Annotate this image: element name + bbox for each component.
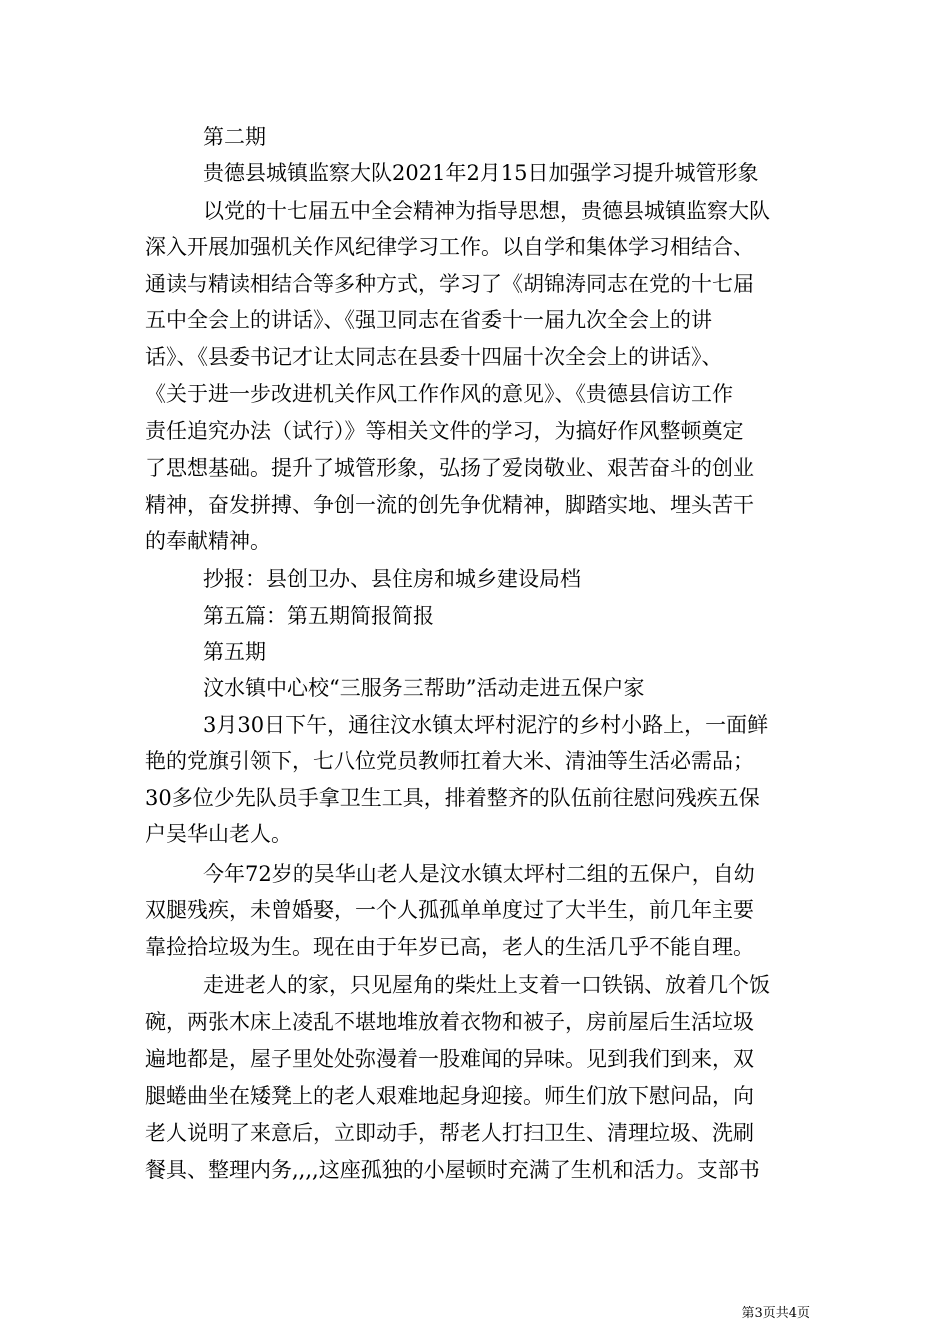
paragraph-line: 遍地都是，屋子里处处弥漫着一股难闻的异味。见到我们到来，双 [145, 1047, 754, 1071]
paragraph-line: 碗，两张木床上凌乱不堪地堆放着衣物和被子，房前屋后生活垃圾 [145, 1010, 754, 1034]
article-title: 汶水镇中心校“三服务三帮助”活动走进五保户家 [203, 676, 645, 700]
paragraph-line: 靠捡拾垃圾为生。现在由于年岁已高，老人的生活几乎不能自理。 [145, 935, 754, 959]
issue-heading: 第五期 [203, 640, 266, 664]
paragraph-line: 以党的十七届五中全会精神为指导思想，贵德县城镇监察大队 [203, 199, 770, 223]
article-title: 贵德县城镇监察大队2021年2月15日加强学习提升城管形象 [203, 161, 759, 185]
paragraph-line: 精神，奋发拼搏、争创一流的创先争优精神，脚踏实地、埋头苦干 [145, 493, 754, 517]
section-heading: 第五篇：第五期简报简报 [203, 604, 434, 628]
paragraph-line: 的奉献精神。 [145, 529, 271, 553]
paragraph-line: 责任追究办法（试行）》等相关文件的学习，为搞好作风整顿奠定 [145, 419, 744, 443]
paragraph-line: 老人说明了来意后，立即动手，帮老人打扫卫生、清理垃圾、洗刷 [145, 1121, 754, 1145]
paragraph-line: 深入开展加强机关作风纪律学习工作。以自学和集体学习相结合、 [145, 235, 754, 259]
paragraph-line: 《关于进一步改进机关作风工作作风的意见》、《贵德县信访工作 [145, 382, 733, 406]
cc-line: 抄报：县创卫办、县住房和城乡建设局档 [203, 567, 581, 591]
paragraph-line: 双腿残疾，未曾婚娶，一个人孤孤单单度过了大半生，前几年主要 [145, 898, 754, 922]
issue-heading: 第二期 [203, 125, 266, 149]
paragraph-line: 走进老人的家，只见屋角的柴灶上支着一口铁锅、放着几个饭 [203, 973, 770, 997]
paragraph-line: 餐具、整理内务,,,,这座孤独的小屋顿时充满了生机和活力。支部书 [145, 1158, 760, 1182]
paragraph-line: 话》、《县委书记才让太同志在县委十四届十次全会上的讲话》、 [145, 345, 723, 369]
paragraph-line: 今年72岁的吴华山老人是汶水镇太坪村二组的五保户，自幼 [203, 862, 755, 886]
paragraph-line: 通读与精读相结合等多种方式，学习了《胡锦涛同志在党的十七届 [145, 272, 754, 296]
paragraph-line: 五中全会上的讲话》、《强卫同志在省委十一届九次全会上的讲 [145, 308, 712, 332]
paragraph-line: 3月30日下午，通往汶水镇太坪村泥泞的乡村小路上，一面鲜 [203, 713, 769, 737]
paragraph-line: 30多位少先队员手拿卫生工具，排着整齐的队伍前往慰问残疾五保 [145, 786, 760, 810]
page-number-footer: 第3页共4页 [741, 1306, 810, 1321]
paragraph-line: 腿蜷曲坐在矮凳上的老人艰难地起身迎接。师生们放下慰问品，向 [145, 1084, 754, 1108]
paragraph-line: 艳的党旗引领下，七八位党员教师扛着大米、清油等生活必需品； [145, 749, 754, 773]
paragraph-line: 了思想基础。提升了城管形象，弘扬了爱岗敬业、艰苦奋斗的创业 [145, 456, 754, 480]
paragraph-line: 户吴华山老人。 [145, 822, 292, 846]
